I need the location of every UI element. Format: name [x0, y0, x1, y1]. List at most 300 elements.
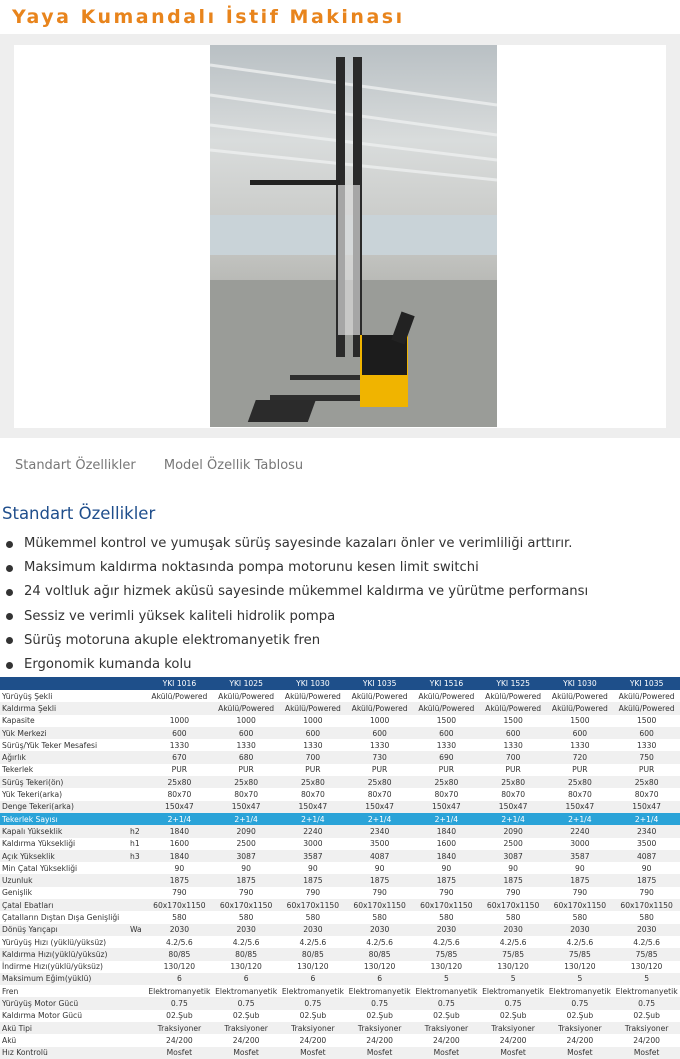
- table-cell: Mosfet: [146, 1047, 213, 1059]
- table-cell: 2+1/4: [480, 813, 547, 825]
- table-row: [0, 985, 680, 997]
- row-symbol: [128, 961, 146, 973]
- header-blank: [128, 677, 146, 690]
- table-cell: 90: [508, 863, 518, 873]
- table-cell: 80x70: [234, 790, 259, 800]
- table-cell: [146, 702, 213, 714]
- table-cell: 6: [280, 973, 347, 985]
- table-cell: 3087: [480, 850, 547, 862]
- table-cell: 130/120: [363, 962, 396, 972]
- table-cell: Akülü/Powered: [613, 702, 680, 714]
- table-cell: 700: [280, 751, 347, 763]
- table-row: [0, 838, 680, 850]
- bullet-icon: [6, 589, 13, 596]
- table-cell: 1330: [303, 740, 323, 750]
- table-cell: 580: [639, 912, 654, 922]
- table-cell: 150x47: [613, 801, 680, 813]
- table-cell: 2030: [280, 924, 347, 936]
- table-cell: 02.Şub: [566, 1011, 594, 1021]
- table-cell: 130/120: [630, 962, 663, 972]
- row-symbol: [128, 776, 146, 788]
- row-label: İndirme Hızı(yüklü/yüksüz): [2, 962, 103, 972]
- table-cell: 2+1/4: [213, 813, 280, 825]
- table-row: [0, 801, 680, 813]
- model-column-header: YKI 1016: [146, 677, 213, 690]
- table-cell: Akülü/Powered: [280, 702, 347, 714]
- table-row: [0, 715, 680, 727]
- table-cell: 80/85: [146, 948, 213, 960]
- table-cell: 60x170x1150: [413, 899, 480, 911]
- table-cell: 2090: [213, 825, 280, 837]
- table-cell: 0.75: [613, 997, 680, 1009]
- table-cell: 60x170x1150: [613, 899, 680, 911]
- table-cell: 1330: [436, 740, 457, 750]
- table-cell: 2240: [280, 825, 347, 837]
- table-cell: 1330: [570, 740, 590, 750]
- table-cell: 4087: [613, 850, 680, 862]
- row-label: Kaldırma Yüksekliği: [2, 839, 76, 849]
- table-row: [0, 1034, 680, 1046]
- row-symbol: [128, 862, 146, 874]
- feature-list: [6, 532, 588, 677]
- row-label: Ağırlık: [0, 751, 128, 763]
- table-row: [0, 727, 680, 739]
- table-cell: 60x170x1150: [146, 899, 213, 911]
- table-body: [0, 690, 680, 1059]
- table-row: [0, 961, 680, 973]
- table-cell: 130/120: [564, 962, 596, 972]
- table-cell: 790: [172, 888, 187, 898]
- table-cell: 24/200: [299, 1035, 327, 1045]
- table-cell: Elektromanyetik: [482, 986, 545, 996]
- row-symbol: [128, 899, 146, 911]
- table-cell: 1330: [169, 740, 190, 750]
- table-cell: 80/85: [346, 948, 413, 960]
- table-cell: 80x70: [567, 790, 592, 800]
- table-cell: 600: [413, 727, 480, 739]
- table-cell: 60x170x1150: [480, 899, 547, 911]
- table-cell: 750: [613, 751, 680, 763]
- list-item: Maksimum kaldırma noktasında pompa motorunu kesen limit switchi: [6, 556, 588, 580]
- table-cell: 790: [238, 888, 254, 898]
- table-cell: Elektromanyetik: [348, 986, 411, 996]
- table-cell: Traksiyoner: [413, 1022, 480, 1034]
- table-cell: 5: [480, 973, 547, 985]
- table-cell: 4.2/5.6: [433, 937, 460, 947]
- table-cell: 2240: [547, 825, 614, 837]
- bullet-icon: [6, 637, 13, 644]
- row-symbol: [128, 813, 146, 825]
- table-cell: 3000: [303, 839, 323, 849]
- row-symbol: [128, 985, 146, 997]
- table-cell: 75/85: [547, 948, 614, 960]
- model-column-header: YKI 1516: [413, 677, 480, 690]
- table-cell: Akülü/Powered: [413, 702, 480, 714]
- product-photo: [210, 45, 497, 427]
- table-cell: 60x170x1150: [346, 899, 413, 911]
- table-cell: 5: [413, 973, 480, 985]
- table-cell: 80x70: [300, 790, 325, 800]
- table-row: [0, 948, 680, 960]
- table-row: [0, 825, 680, 837]
- table-row: [0, 1047, 680, 1059]
- tab-standard-features[interactable]: Standart Özellikler: [15, 458, 136, 473]
- table-cell: 60x170x1150: [547, 899, 614, 911]
- table-row: [0, 1022, 680, 1034]
- table-cell: 1875: [146, 874, 213, 886]
- row-symbol: [128, 764, 146, 776]
- table-cell: 5: [547, 973, 614, 985]
- row-symbol: Wa: [128, 924, 146, 936]
- table-cell: 24/200: [433, 1035, 460, 1045]
- row-label: Açık Yükseklik: [0, 850, 128, 862]
- table-cell: 25x80: [613, 776, 680, 788]
- row-symbol: [128, 727, 146, 739]
- table-cell: 25x80: [346, 776, 413, 788]
- table-cell: 25x80: [213, 776, 280, 788]
- row-symbol: [128, 751, 146, 763]
- table-cell: 3587: [547, 850, 614, 862]
- table-cell: 02.Şub: [433, 1011, 460, 1021]
- table-cell: 80x70: [367, 790, 392, 800]
- table-cell: 1840: [413, 825, 480, 837]
- table-cell: Elektromanyetik: [148, 986, 211, 996]
- table-cell: Akülü/Powered: [351, 691, 408, 701]
- row-symbol: [128, 801, 146, 813]
- table-cell: 2340: [613, 825, 680, 837]
- table-cell: 1840: [146, 825, 213, 837]
- table-cell: 1330: [236, 740, 256, 750]
- table-cell: 600: [547, 727, 614, 739]
- table-cell: Mosfet: [413, 1047, 480, 1059]
- row-symbol: [128, 739, 146, 751]
- table-row: [0, 690, 680, 702]
- table-cell: 690: [413, 751, 480, 763]
- table-cell: 1875: [213, 874, 280, 886]
- table-row: [0, 874, 680, 886]
- table-cell: 4.2/5.6: [232, 937, 260, 947]
- table-cell: 1330: [503, 740, 523, 750]
- table-cell: 0.75: [346, 997, 413, 1009]
- table-cell: 580: [172, 912, 187, 922]
- row-symbol: h1: [130, 839, 140, 849]
- table-cell: 600: [346, 727, 413, 739]
- list-item: Sessiz ve verimli yüksek kaliteli hidrolik pompa: [6, 605, 588, 629]
- table-cell: PUR: [305, 765, 321, 775]
- row-label: Yürüyüş Motor Gücü: [0, 997, 128, 1009]
- table-cell: 790: [439, 888, 454, 898]
- table-cell: 790: [505, 888, 521, 898]
- table-cell: 600: [146, 727, 213, 739]
- table-cell: 1840: [146, 850, 213, 862]
- list-item: Mükemmel kontrol ve yumuşak sürüş sayesinde kazaları önler ve verimliliği arttırır.: [6, 532, 588, 556]
- table-cell: 90: [641, 863, 652, 873]
- table-cell: 720: [547, 751, 614, 763]
- table-cell: 90: [174, 863, 185, 873]
- table-cell: 130/120: [297, 962, 329, 972]
- row-label: Yürüyüş Hızı (yüklü/yüksüz): [2, 937, 107, 947]
- row-label: Kaldırma Hızı(yüklü/yüksüz): [0, 948, 128, 960]
- table-cell: 25x80: [480, 776, 547, 788]
- table-cell: 600: [480, 727, 547, 739]
- table-cell: PUR: [638, 765, 655, 775]
- table-cell: Traksiyoner: [547, 1022, 614, 1034]
- table-cell: Elektromanyetik: [215, 986, 278, 996]
- table-cell: 150x47: [280, 801, 347, 813]
- row-symbol: [128, 1034, 146, 1046]
- table-row: [0, 997, 680, 1009]
- table-cell: Akülü/Powered: [418, 691, 475, 701]
- table-cell: 80/85: [280, 948, 347, 960]
- row-symbol: [128, 874, 146, 886]
- table-row: [0, 739, 680, 751]
- table-cell: 1875: [280, 874, 347, 886]
- table-cell: 1875: [613, 874, 680, 886]
- table-row: [0, 788, 680, 800]
- table-cell: 5: [613, 973, 680, 985]
- table-cell: 1500: [436, 716, 457, 726]
- row-label: Dönüş Yarıçapı: [0, 924, 128, 936]
- table-cell: 25x80: [413, 776, 480, 788]
- table-row: [0, 764, 680, 776]
- table-cell: 130/120: [230, 962, 262, 972]
- model-column-header: YKI 1035: [613, 677, 680, 690]
- table-cell: 80x70: [167, 790, 192, 800]
- table-cell: 02.Şub: [166, 1011, 193, 1021]
- model-column-header: YKI 1030: [280, 677, 347, 690]
- table-cell: Traksiyoner: [346, 1022, 413, 1034]
- table-cell: 4.2/5.6: [566, 937, 594, 947]
- table-cell: 6: [346, 973, 413, 985]
- table-cell: 2090: [480, 825, 547, 837]
- table-cell: PUR: [238, 765, 254, 775]
- table-cell: 2500: [236, 839, 256, 849]
- table-row: [0, 776, 680, 788]
- table-cell: 150x47: [547, 801, 614, 813]
- table-cell: 1000: [169, 716, 190, 726]
- table-cell: 150x47: [213, 801, 280, 813]
- table-cell: 150x47: [413, 801, 480, 813]
- table-cell: PUR: [438, 765, 455, 775]
- table-cell: 1000: [303, 716, 323, 726]
- table-cell: 790: [305, 888, 321, 898]
- table-cell: PUR: [171, 765, 188, 775]
- table-cell: 2030: [480, 924, 547, 936]
- table-cell: 4.2/5.6: [633, 937, 660, 947]
- table-cell: 2500: [503, 839, 523, 849]
- table-cell: Mosfet: [213, 1047, 280, 1059]
- table-cell: Mosfet: [613, 1047, 680, 1059]
- bullet-icon: [6, 662, 13, 669]
- table-cell: Akülü/Powered: [213, 702, 280, 714]
- row-label: Uzunluk: [0, 874, 128, 886]
- bullet-icon: [6, 613, 13, 620]
- page-title: Yaya Kumandalı İstif Makinası: [12, 6, 405, 28]
- table-cell: 2+1/4: [413, 813, 480, 825]
- table-cell: 1875: [413, 874, 480, 886]
- table-cell: 580: [439, 912, 454, 922]
- row-symbol: [128, 911, 146, 923]
- table-cell: 150x47: [146, 801, 213, 813]
- table-cell: 2+1/4: [146, 813, 213, 825]
- table-cell: 0.75: [213, 997, 280, 1009]
- table-cell: 4.2/5.6: [166, 937, 193, 947]
- table-cell: 580: [238, 912, 254, 922]
- table-cell: 80x70: [434, 790, 459, 800]
- row-label: Sürüş/Yük Teker Mesafesi: [2, 740, 98, 750]
- table-cell: 80/85: [213, 948, 280, 960]
- row-label: Tekerlek: [2, 765, 34, 775]
- table-cell: 0.75: [146, 997, 213, 1009]
- table-cell: 2030: [346, 924, 413, 936]
- row-label: Denge Tekeri(arka): [0, 801, 128, 813]
- table-cell: 02.Şub: [633, 1011, 660, 1021]
- row-symbol: [128, 715, 146, 727]
- row-symbol: [128, 1010, 146, 1022]
- table-cell: Elektromanyetik: [548, 986, 611, 996]
- model-column-header: YKI 1035: [346, 677, 413, 690]
- table-cell: Akülü/Powered: [346, 702, 413, 714]
- row-symbol: [128, 973, 146, 985]
- row-symbol: [128, 948, 146, 960]
- table-cell: 24/200: [232, 1035, 260, 1045]
- model-column-header: YKI 1525: [480, 677, 547, 690]
- table-cell: 4.2/5.6: [499, 937, 527, 947]
- table-cell: 02.Şub: [299, 1011, 327, 1021]
- table-cell: 80x70: [634, 790, 659, 800]
- table-cell: Mosfet: [346, 1047, 413, 1059]
- table-cell: 1330: [636, 740, 657, 750]
- row-label: Fren: [2, 986, 19, 996]
- table-cell: 6: [146, 973, 213, 985]
- tab-model-spec-table[interactable]: Model Özellik Tablosu: [163, 458, 304, 473]
- table-cell: 670: [146, 751, 213, 763]
- table-cell: 1500: [570, 716, 590, 726]
- table-cell: 0.75: [280, 997, 347, 1009]
- table-cell: Mosfet: [480, 1047, 547, 1059]
- table-row: [0, 899, 680, 911]
- row-label: Kaldırma Motor Gücü: [2, 1011, 83, 1021]
- table-cell: Mosfet: [547, 1047, 614, 1059]
- table-cell: 580: [572, 912, 588, 922]
- row-symbol: [128, 997, 146, 1009]
- table-header-row: [0, 677, 680, 690]
- table-cell: 1840: [413, 850, 480, 862]
- table-cell: 2+1/4: [613, 813, 680, 825]
- row-label: Kapasite: [2, 716, 35, 726]
- table-row: [0, 850, 680, 862]
- row-symbol: [128, 1022, 146, 1034]
- table-cell: 60x170x1150: [280, 899, 347, 911]
- table-cell: Akülü/Powered: [218, 691, 275, 701]
- table-cell: Akülü/Powered: [284, 691, 341, 701]
- table-cell: 2030: [413, 924, 480, 936]
- table-cell: 2030: [613, 924, 680, 936]
- table-cell: Akülü/Powered: [480, 702, 547, 714]
- table-cell: 3087: [213, 850, 280, 862]
- table-cell: 3587: [280, 850, 347, 862]
- row-label: Hız Kontrolü: [0, 1047, 128, 1059]
- table-cell: 75/85: [413, 948, 480, 960]
- table-cell: 3000: [570, 839, 590, 849]
- row-symbol: h2: [128, 825, 146, 837]
- table-cell: 150x47: [480, 801, 547, 813]
- table-cell: 1000: [369, 716, 390, 726]
- table-cell: 680: [213, 751, 280, 763]
- table-cell: 24/200: [166, 1035, 193, 1045]
- table-row: [0, 936, 680, 948]
- row-symbol: [128, 702, 146, 714]
- table-cell: 2340: [346, 825, 413, 837]
- table-cell: 580: [505, 912, 521, 922]
- row-label: Kaldırma Şekli: [0, 702, 128, 714]
- row-label: Yük Tekeri(arka): [2, 790, 63, 800]
- table-cell: 700: [480, 751, 547, 763]
- row-symbol: [128, 936, 146, 948]
- row-label: Çatalların Dıştan Dışa Genişliği: [2, 912, 120, 922]
- model-column-header: YKI 1025: [213, 677, 280, 690]
- table-row: [0, 911, 680, 923]
- table-cell: 2030: [547, 924, 614, 936]
- table-row: [0, 751, 680, 763]
- table-cell: Mosfet: [280, 1047, 347, 1059]
- table-cell: 24/200: [499, 1035, 527, 1045]
- table-cell: Elektromanyetik: [615, 986, 678, 996]
- table-cell: 130/120: [497, 962, 529, 972]
- table-cell: 1500: [636, 716, 657, 726]
- row-symbol: h3: [128, 850, 146, 862]
- row-label: Yük Merkezi: [0, 727, 128, 739]
- table-cell: 25x80: [280, 776, 347, 788]
- table-row: [0, 813, 680, 825]
- table-cell: 4087: [346, 850, 413, 862]
- table-cell: 75/85: [480, 948, 547, 960]
- table-cell: 2+1/4: [547, 813, 614, 825]
- table-row: [0, 973, 680, 985]
- table-cell: 790: [639, 888, 654, 898]
- table-cell: 1000: [236, 716, 256, 726]
- table-cell: 02.Şub: [366, 1011, 393, 1021]
- table-cell: Traksiyoner: [213, 1022, 280, 1034]
- table-cell: 6: [213, 973, 280, 985]
- table-cell: 2030: [146, 924, 213, 936]
- table-cell: 600: [280, 727, 347, 739]
- table-cell: 2030: [213, 924, 280, 936]
- table-cell: 60x170x1150: [213, 899, 280, 911]
- table-cell: PUR: [371, 765, 388, 775]
- table-cell: 1875: [480, 874, 547, 886]
- table-row: [0, 887, 680, 899]
- table-cell: 90: [241, 863, 251, 873]
- table-cell: 150x47: [346, 801, 413, 813]
- table-cell: 130/120: [163, 962, 196, 972]
- table-row: [0, 1010, 680, 1022]
- list-item: 24 voltluk ağır hizmek aküsü sayesinde mükemmel kaldırma ve yürütme performansı: [6, 580, 588, 604]
- row-label: Akü Tipi: [0, 1022, 128, 1034]
- list-item: Ergonomik kumanda kolu: [6, 653, 588, 677]
- row-label: Tekerlek Sayısı: [0, 813, 128, 825]
- table-cell: 4.2/5.6: [299, 937, 327, 947]
- table-cell: Elektromanyetik: [415, 986, 478, 996]
- table-cell: 25x80: [146, 776, 213, 788]
- table-cell: 24/200: [633, 1035, 660, 1045]
- list-item: Sürüş motoruna akuple elektromanyetik fren: [6, 629, 588, 653]
- table-cell: Akülü/Powered: [618, 691, 675, 701]
- bullet-icon: [6, 565, 13, 572]
- row-label: Sürüş Tekeri(ön): [0, 776, 128, 788]
- table-cell: 90: [575, 863, 585, 873]
- table-cell: 02.Şub: [499, 1011, 527, 1021]
